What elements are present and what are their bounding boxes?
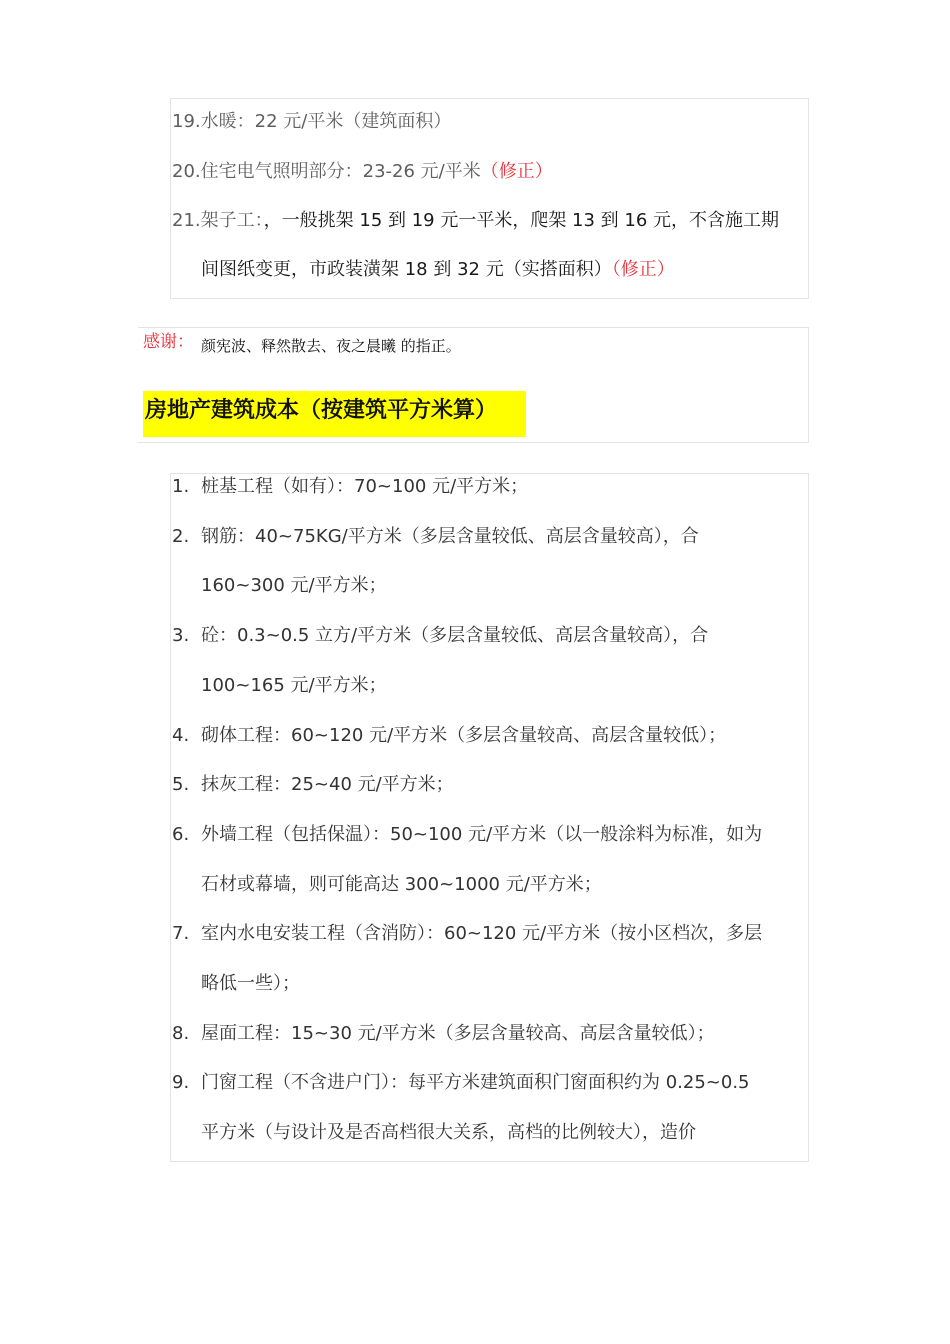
list-item-number: 9. [172,1072,190,1093]
list-item-text: 门窗工程（不含进户门）：每平方米建筑面积门窗面积约为 0.25~0.5 [201,1072,750,1093]
list-item-number: 7. [172,923,190,944]
list-item-text-continued: 平方米（与设计及是否高档很大关系，高档的比例较大），造价 [201,1122,696,1143]
thanks-label: 感谢： [143,332,194,352]
list-item-number: 6. [172,824,190,845]
list-item-number: 4. [172,725,190,746]
item-number: 20. [172,161,201,182]
item-text: 间图纸变更，市政装潢架 18 到 32 元（实搭面积） [201,259,612,280]
list-item-number: 3. [172,625,190,646]
list-item-text-continued: 160~300 元/平方米； [201,575,387,596]
list-item-text-continued: 石材或幕墙，则可能高达 300~1000 元/平方米； [201,874,602,895]
list-item-text: 钢筋：40~75KG/平方米（多层含量较低、高层含量较高），合 [201,526,699,547]
list-item-text-continued: 略低一些）； [201,973,300,994]
item-label: 架子工： [200,210,264,231]
item-text: 水暖：22 元/平米（建筑面积） [200,111,452,132]
correction-note: （修正） [480,161,553,182]
list-item-number: 8. [172,1023,190,1044]
list-item-number: 5. [172,774,190,795]
correction-note: （修正） [611,259,675,280]
item-number: 19. [172,111,201,132]
list-item-21 [172,209,779,233]
item-text: ，一般挑架 15 到 19 元一平米，爬架 13 到 16 元，不含施工期 [263,210,780,231]
list-item-text: 屋面工程：15~30 元/平方米（多层含量较高、高层含量较低）； [201,1023,715,1044]
list-item-20 [172,160,553,184]
list-item-number: 2. [172,526,190,547]
list-item-number: 1. [172,476,190,497]
list-item-text: 砼：0.3~0.5 立方/平方米（多层含量较低、高层含量较高），合 [201,625,709,646]
list-item-19 [172,110,451,134]
list-item-text: 室内水电安装工程（含消防）：60~120 元/平方米（按小区档次，多层 [201,923,763,944]
item-number: 21. [172,210,201,231]
list-item-text: 外墙工程（包括保温）：50~100 元/平方米（以一般涂料为标准，如为 [201,824,763,845]
section-heading: 房地产建筑成本（按建筑平方米算） [145,398,498,423]
item-text: 住宅电气照明部分：23-26 元/平米 [200,161,481,182]
list-item-21-continued [201,258,675,282]
list-item-text: 砌体工程：60~120 元/平方米（多层含量较高、高层含量较低）； [201,725,727,746]
thanks-text: 颜宪波、释然散去、夜之晨曦 的指正。 [201,337,461,355]
list-item-text: 桩基工程（如有）：70~100 元/平方米； [201,476,529,497]
list-item-text: 抹灰工程：25~40 元/平方米； [201,774,454,795]
list-item-text-continued: 100~165 元/平方米； [201,675,387,696]
